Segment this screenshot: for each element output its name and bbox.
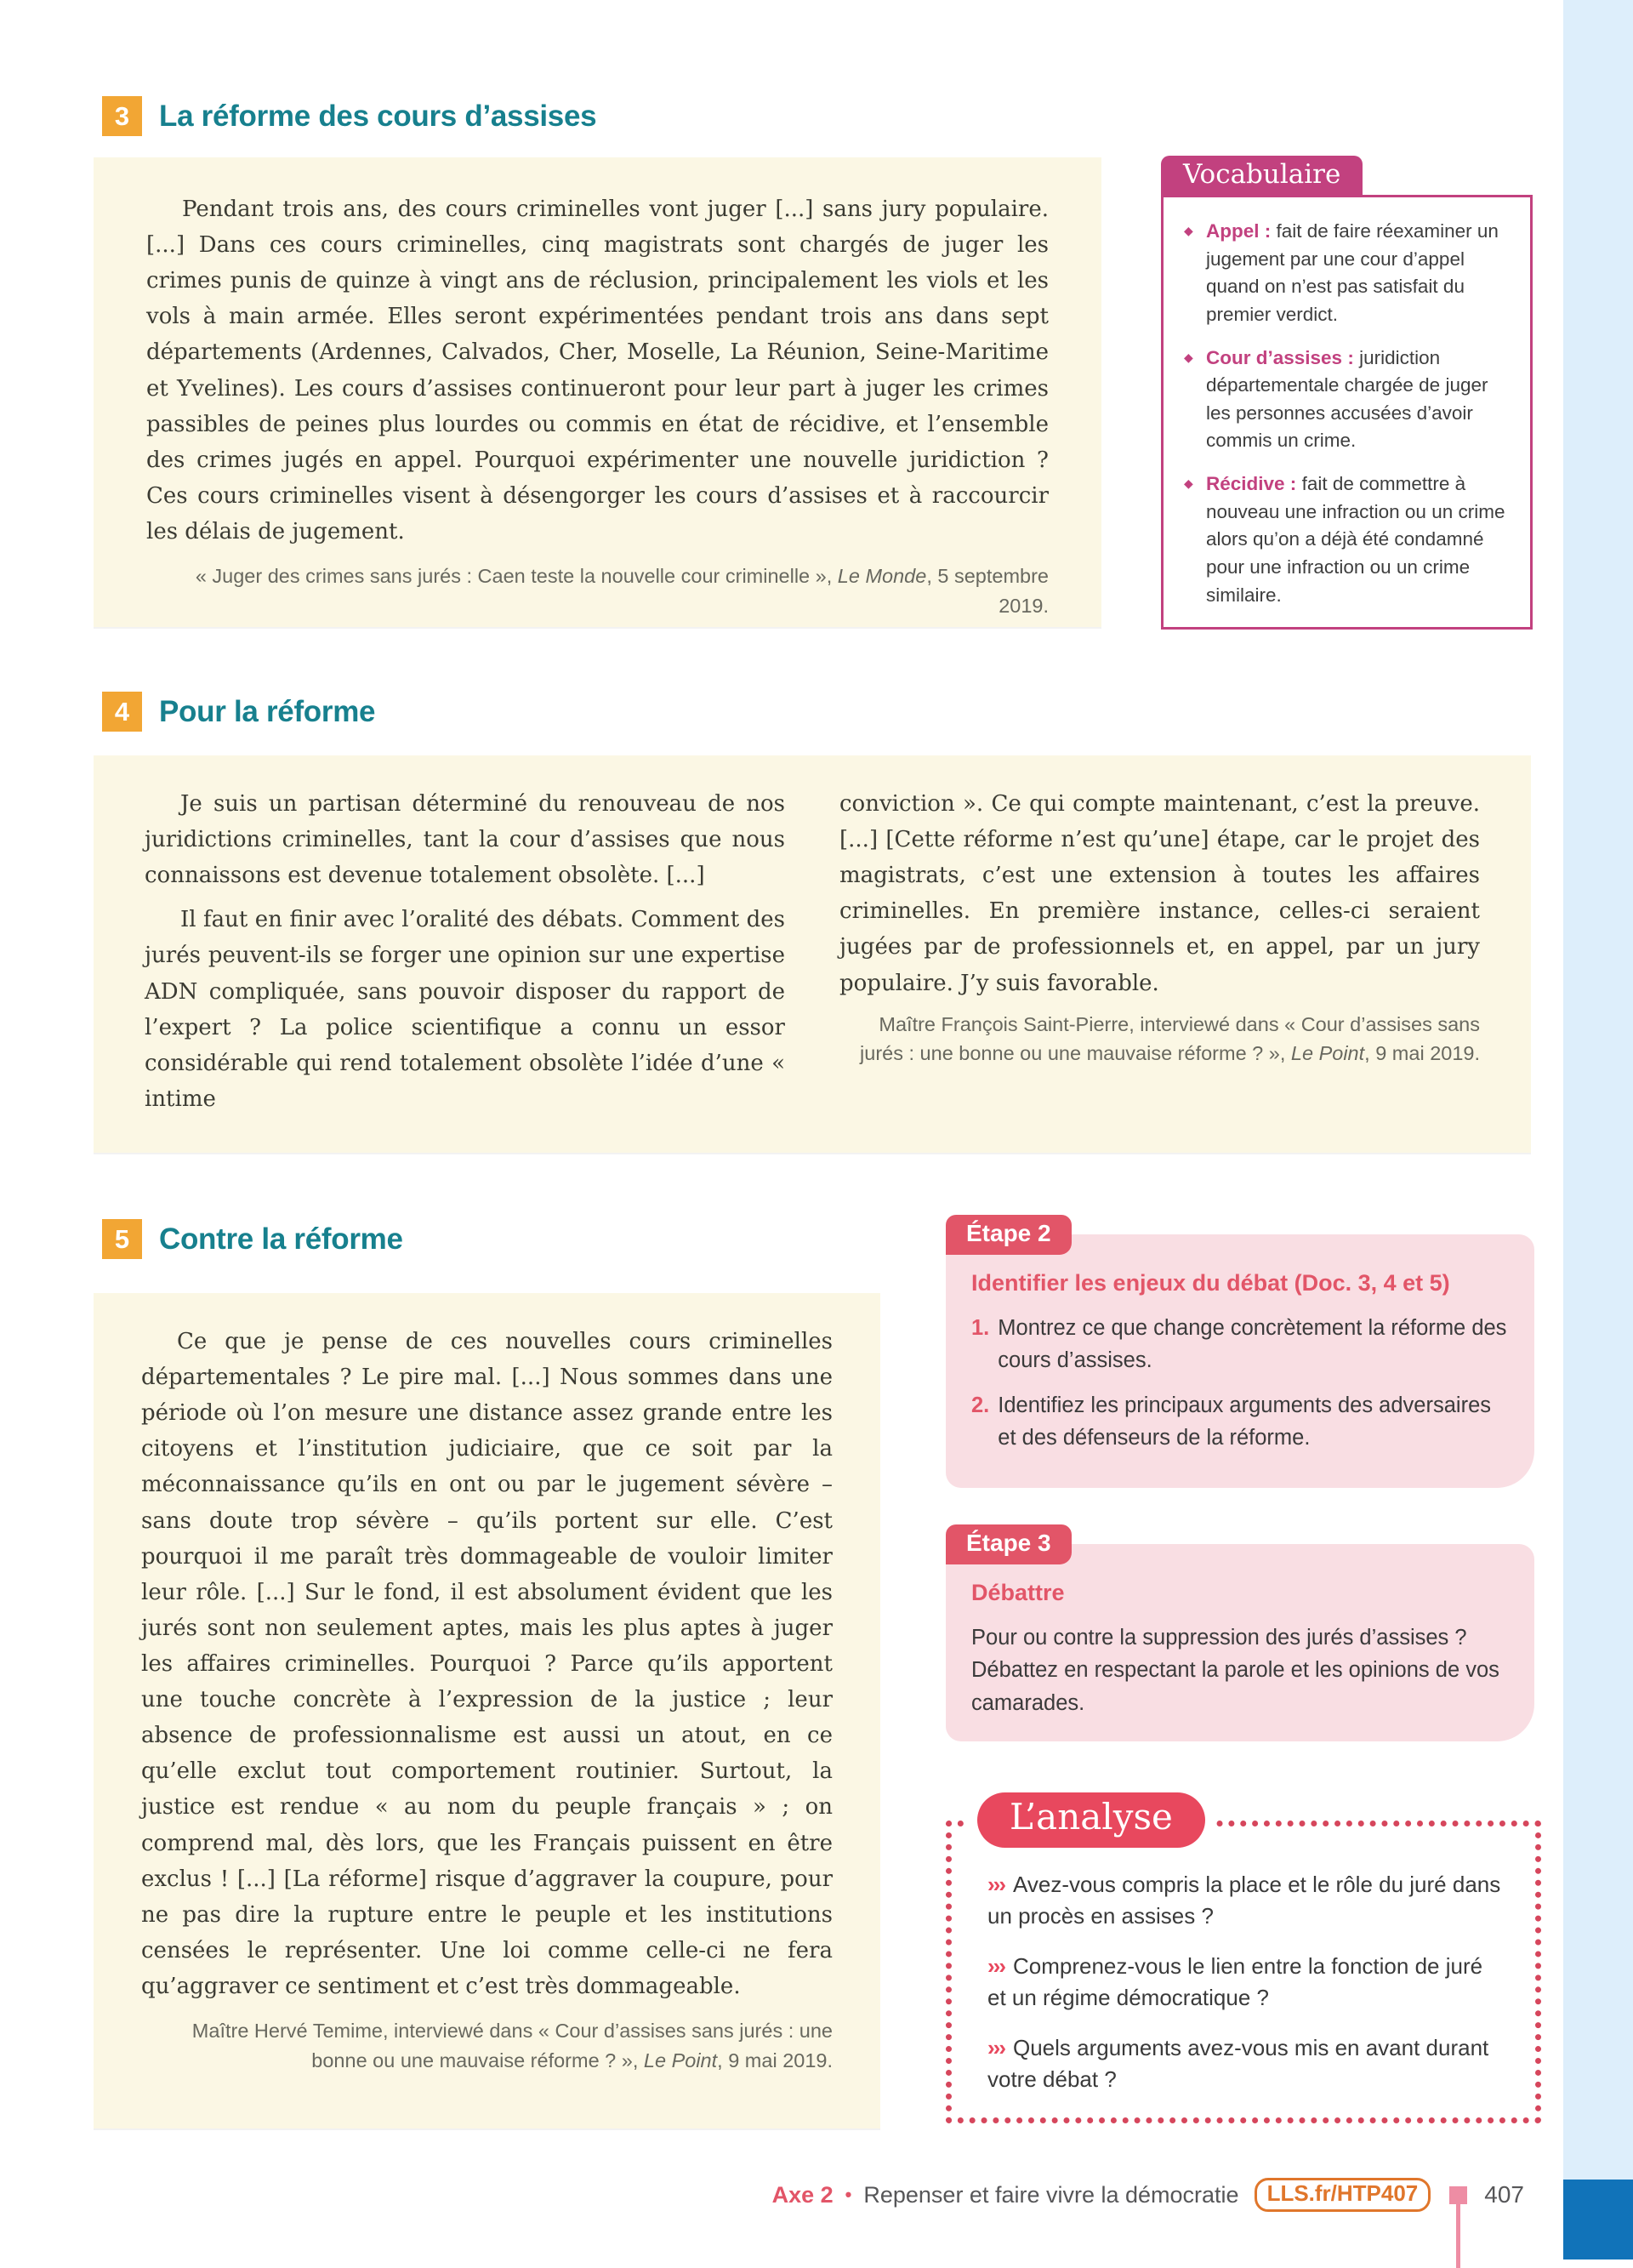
citation-source: Le Point xyxy=(643,2049,718,2071)
item-text: Identifiez les principaux arguments des adversaires et des défenseurs de la réforme. xyxy=(998,1393,1491,1450)
analyse-badge: L’analyse xyxy=(977,1792,1205,1848)
citation-text: Maître François Saint-Pierre, interviewé dans « Cour d’assises sans jurés : une bonne ou une mauvaise réforme ? », xyxy=(860,1012,1480,1065)
doc5-citation xyxy=(141,2016,833,2076)
diamond-bullet-icon: ◆ xyxy=(1184,224,1193,237)
triple-chevron-icon: ››› xyxy=(987,1952,1004,1979)
doc4-title: Pour la réforme xyxy=(159,694,376,728)
diamond-bullet-icon: ◆ xyxy=(1184,476,1193,490)
triple-chevron-icon: ››› xyxy=(987,1872,1004,1897)
analyse-question xyxy=(987,1951,1503,2014)
footer-separator: • xyxy=(845,2184,852,2205)
doc5-title: Contre la réforme xyxy=(159,1222,403,1256)
analyse-question xyxy=(987,2032,1503,2095)
doc3-title: La réforme des cours d’assises xyxy=(159,99,597,133)
citation-source: Le Monde xyxy=(837,565,927,588)
vocab-box-body xyxy=(1161,195,1533,630)
triple-chevron-icon: ››› xyxy=(987,2034,1004,2060)
etape2-item xyxy=(971,1312,1509,1377)
page-footer xyxy=(772,2178,1524,2212)
item-text: Montrez ce que change concrètement la réforme des cours d’assises. xyxy=(998,1316,1507,1373)
doc4-citation xyxy=(839,1010,1480,1069)
footer-chapter-title: Repenser et faire vivre la démocratie xyxy=(863,2181,1239,2208)
citation-text: , 5 septembre 2019. xyxy=(926,565,1049,617)
page-edge-band xyxy=(1563,0,1633,2259)
etape2-box xyxy=(946,1215,1534,1488)
vocab-entry xyxy=(1184,470,1510,609)
etape2-body xyxy=(946,1234,1534,1488)
doc5-body: Ce que je pense de ces nouvelles cours criminelles départementales ? Le pire mal. [...] Nous sommes dans une période où l’on mesure une distance assez grande entre les citoyens et l’institution judiciaire, que ce soit par la méconnaissance qu’ils en ont ou par le jugement sévère – sans doute trop sévère – qu’ils portent sur elle. C’est pourquoi il me paraît très dommageable de vouloir limiter leur rôle. [...] Sur le fond, il est absolument évident que les jurés sont non seulement aptes, mais les plus aptes à juger les affaires criminelles. Pourquoi ? Parce qu’ils apportent une touche concrète à l’expression de la justice ; leur absence de professionnalisme est aussi un atout, en ce qu’elle exclut tout comportement routinier. Surtout, la justice est rendue « au nom du peuple français » ; on comprend mal, dès lors, que les Français puissent en être exclus ! [...] [La réforme] risque d’aggraver la coupure, pour ne pas dire la rupture entre le peuple et les institutions censées le représenter. Une loi comme celle-ci ne fera qu’aggraver ce sentiment et c’est très dommageable. xyxy=(141,1329,833,1999)
etape3-title: Débattre xyxy=(971,1580,1065,1605)
doc4-paragraph: Je suis un partisan déterminé du renouveau de nos juridictions criminelles, tant la cour d’assises que nous connaissons est devenue totalement obsolète. [...] xyxy=(145,791,785,889)
doc5-header xyxy=(102,1219,403,1259)
doc5-number-badge: 5 xyxy=(102,1219,142,1259)
footer-link-badge[interactable]: LLS.fr/HTP407 xyxy=(1255,2178,1431,2212)
doc4-number-badge: 4 xyxy=(102,692,142,732)
doc4-header xyxy=(102,692,375,732)
citation-text: « Juger des crimes sans jurés : Caen teste la nouvelle cour criminelle », xyxy=(195,565,838,588)
page-edge-band-bottom xyxy=(1563,2180,1633,2259)
citation-source: Le Point xyxy=(1290,1042,1365,1065)
doc3-citation xyxy=(146,561,1049,621)
item-number: 1. xyxy=(971,1316,990,1341)
vocab-definition: juridiction départementale chargée de juger les personnes accusées d’avoir commis un crime. xyxy=(1206,346,1488,452)
page-number: 407 xyxy=(1484,2181,1524,2208)
etape3-box xyxy=(946,1524,1534,1741)
vocab-term: Cour d’assises : xyxy=(1206,346,1354,368)
item-number: 2. xyxy=(971,1393,990,1417)
vocab-box xyxy=(1161,156,1533,630)
vocab-term: Appel : xyxy=(1206,220,1272,242)
etape2-item xyxy=(971,1389,1509,1455)
etape3-tab: Étape 3 xyxy=(946,1524,1072,1564)
doc5-text-box xyxy=(94,1293,880,2128)
vocab-term: Récidive : xyxy=(1206,473,1297,494)
question-text: Comprenez-vous le lien entre la fonction de juré et un régime démocratique ? xyxy=(987,1952,1483,2010)
vocab-entry xyxy=(1184,345,1510,456)
vocab-box-title: Vocabulaire xyxy=(1161,156,1363,197)
doc4-left-column xyxy=(145,786,785,1122)
citation-text: Maître Hervé Temime, interviewé dans « Cour d’assises sans jurés : une bonne ou une mauvaise réforme ? », xyxy=(191,2020,833,2071)
question-text: Quels arguments avez-vous mis en avant durant votre débat ? xyxy=(987,2034,1489,2092)
etape2-tab: Étape 2 xyxy=(946,1215,1072,1255)
doc4-right-column xyxy=(839,786,1480,1122)
doc3-number-badge: 3 xyxy=(102,96,142,136)
vocab-definition: fait de commettre à nouveau une infraction ou un crime alors qu’on a déjà été condamné pour une infraction ou un crime similaire. xyxy=(1206,473,1505,606)
footer-axe-label: Axe 2 xyxy=(771,2181,834,2208)
citation-text: , 9 mai 2019. xyxy=(717,2049,833,2071)
diamond-bullet-icon: ◆ xyxy=(1184,350,1193,364)
etape2-title: Identifier les enjeux du débat (Doc. 3, 4 et 5) xyxy=(971,1270,1450,1296)
doc4-paragraph: Il faut en finir avec l’oralité des débats. Comment des jurés peuvent-ils se forger une opinion sur une expertise ADN compliquée, sans pouvoir disposer du rapport de l’expert ? La police scientifique a connu un essor considérable qui rend totalement obsolète l’idée d’une « intime xyxy=(145,907,785,1112)
doc4-paragraph: conviction ». Ce qui compte maintenant, c’est la preuve. [...] [Cette réforme n’est qu’une] étape, car le projet des magistrats, c’est une extension à toutes les affaires criminelles. En première instance, celles-ci seraient jugées par de professionnels et, en appel, par un jury populaire. J’y suis favorable. xyxy=(839,791,1480,996)
doc3-body: Pendant trois ans, des cours criminelles vont juger [...] sans jury populaire. [...] Dans ces cours criminelles, cinq magistrats sont chargés de juger les crimes punis de quinze à vingt ans de réclusion, principalement les viols et les vols à main armée. Elles seront expérimentées pendant trois ans dans sept départements (Ardennes, Calvados, Cher, Moselle, La Réunion, Seine-Maritime et Yvelines). Les cours d’assises continueront pour leur part à juger les crimes passibles de peines plus lourdes ou commis en état de récidive, et l’ensemble des crimes jugés en appel. Pourquoi expérimenter une nouvelle juridiction ? Ces cours criminelles visent à désengorger les cours d’assises et à raccourcir les délais de jugement. xyxy=(146,197,1049,544)
vocab-definition: fait de faire réexaminer un jugement par une cour d’appel quand on n’est pas satisfait du premier verdict. xyxy=(1206,220,1499,325)
analyse-box xyxy=(946,1796,1541,2123)
question-text: Avez-vous compris la place et le rôle du juré dans un procès en assises ? xyxy=(987,1872,1501,1929)
doc3-header xyxy=(102,96,596,136)
etape3-text: Pour ou contre la suppression des jurés d’assises ? Débattez en respectant la parole et les opinions de vos camarades. xyxy=(971,1626,1499,1715)
doc3-text-box xyxy=(94,157,1101,627)
doc4-text-box xyxy=(94,755,1531,1153)
citation-text: , 9 mai 2019. xyxy=(1364,1042,1480,1065)
analyse-question xyxy=(987,1869,1503,1932)
etape3-body xyxy=(946,1544,1534,1741)
vocab-entry xyxy=(1184,218,1510,329)
footer-pink-marker xyxy=(1449,2186,1467,2204)
